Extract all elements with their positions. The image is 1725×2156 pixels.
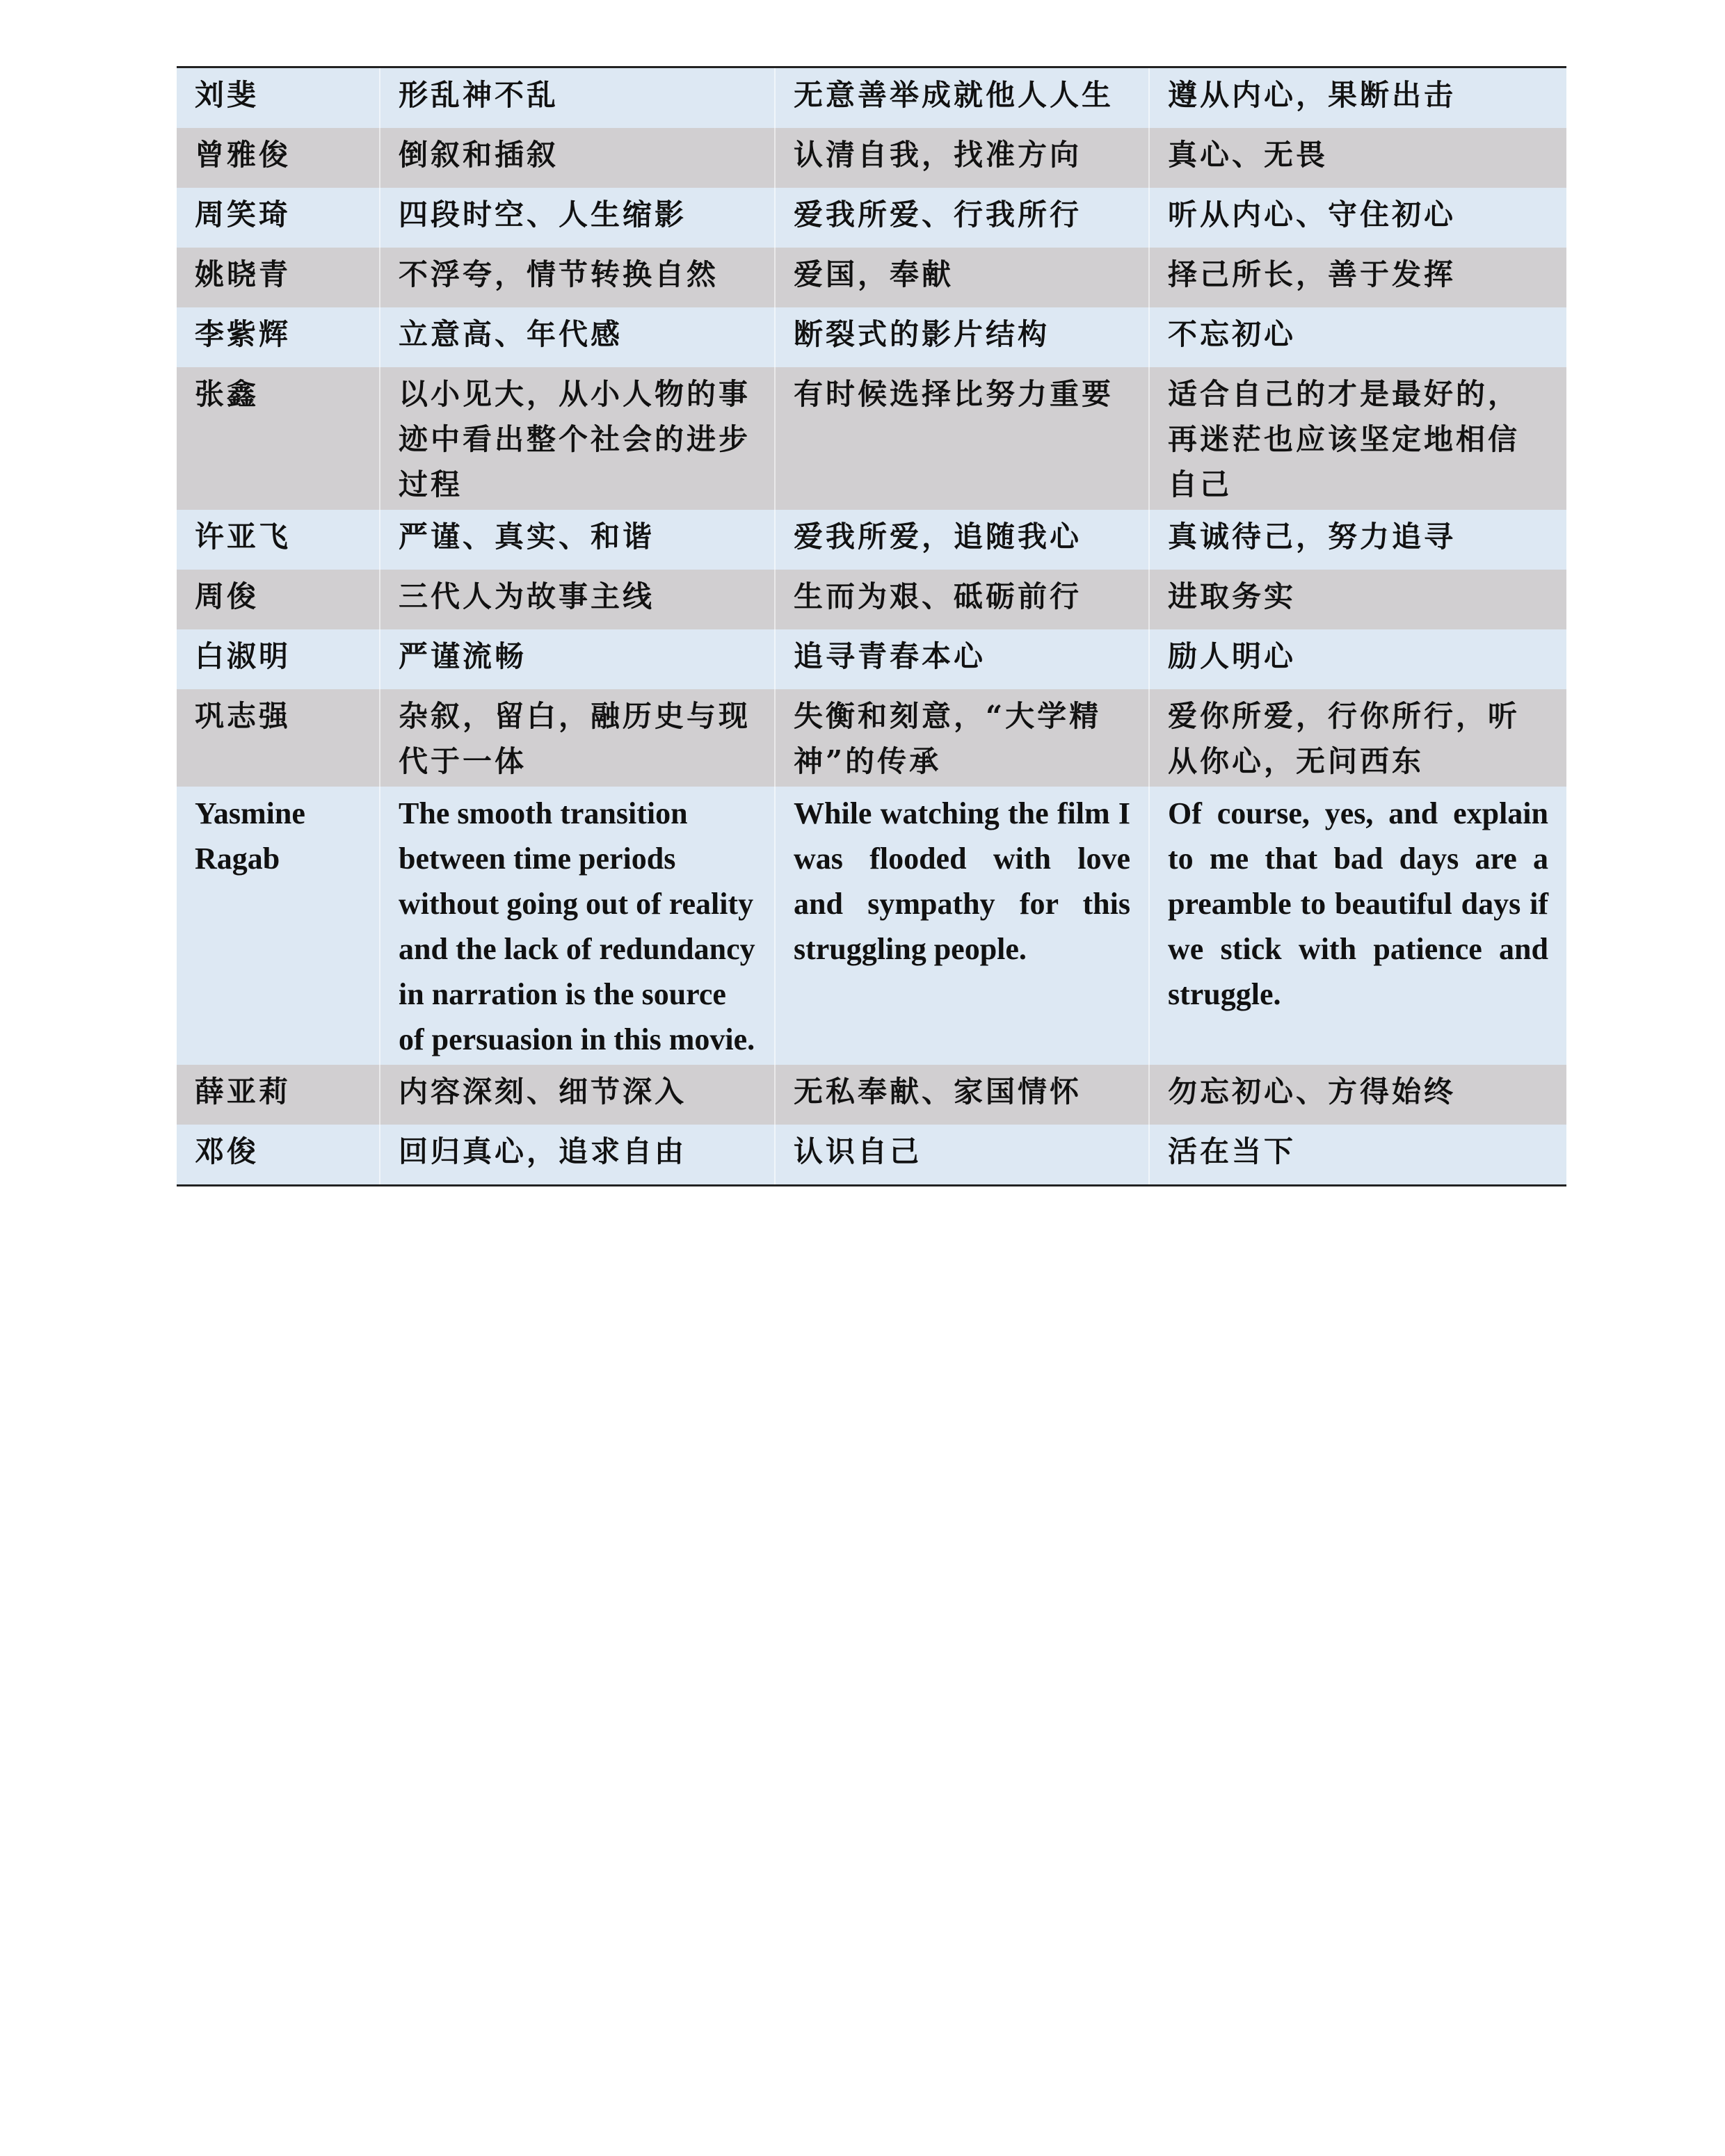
- table-row: [177, 1065, 1566, 1125]
- name-cell: Yasmine Ragab: [177, 787, 380, 1065]
- feeling-cell: 爱我所爱，追随我心: [775, 510, 1149, 570]
- name-cell: 张鑫: [177, 367, 380, 510]
- narrative-cell: 回归真心，追求自由: [380, 1125, 775, 1186]
- table-row: [177, 67, 1566, 129]
- name-cell: 曾雅俊: [177, 128, 380, 188]
- narrative-cell: 以小见大，从小人物的事迹中看出整个社会的进步过程: [380, 367, 775, 510]
- table-row: [177, 248, 1566, 307]
- name-cell: 薛亚莉: [177, 1065, 380, 1125]
- narrative-cell: 四段时空、人生缩影: [380, 188, 775, 248]
- inspiration-cell: 爱你所爱，行你所行，听从你心，无问西东: [1149, 689, 1566, 787]
- narrative-cell: The smooth transition between time periods without going out of reality and the lack of redundancy in narration is the source of persuasion in this movie.: [380, 787, 775, 1065]
- name-cell: 邓俊: [177, 1125, 380, 1186]
- narrative-cell: 形乱神不乱: [380, 67, 775, 129]
- inspiration-cell: 励人明心: [1149, 629, 1566, 689]
- feeling-cell: 有时候选择比努力重要: [775, 367, 1149, 510]
- name-cell: 周笑琦: [177, 188, 380, 248]
- narrative-cell: 内容深刻、细节深入: [380, 1065, 775, 1125]
- narrative-cell: 立意高、年代感: [380, 307, 775, 367]
- name-cell: 许亚飞: [177, 510, 380, 570]
- review-table: [177, 66, 1566, 1186]
- feeling-cell: 追寻青春本心: [775, 629, 1149, 689]
- inspiration-cell: 真诚待己，努力追寻: [1149, 510, 1566, 570]
- inspiration-cell: 真心、无畏: [1149, 128, 1566, 188]
- feeling-cell: 爱我所爱、行我所行: [775, 188, 1149, 248]
- inspiration-cell: 择己所长，善于发挥: [1149, 248, 1566, 307]
- narrative-cell: 不浮夸，情节转换自然: [380, 248, 775, 307]
- inspiration-cell: 不忘初心: [1149, 307, 1566, 367]
- table-row: [177, 128, 1566, 188]
- name-cell: 白淑明: [177, 629, 380, 689]
- narrative-cell: 严谨、真实、和谐: [380, 510, 775, 570]
- inspiration-cell: 进取务实: [1149, 570, 1566, 629]
- narrative-cell: 三代人为故事主线: [380, 570, 775, 629]
- inspiration-cell: 勿忘初心、方得始终: [1149, 1065, 1566, 1125]
- table-row: [177, 307, 1566, 367]
- name-cell: 周俊: [177, 570, 380, 629]
- inspiration-cell: 适合自己的才是最好的，再迷茫也应该坚定地相信自己: [1149, 367, 1566, 510]
- narrative-cell: 严谨流畅: [380, 629, 775, 689]
- table-row: [177, 367, 1566, 510]
- table-row: [177, 629, 1566, 689]
- narrative-cell: 倒叙和插叙: [380, 128, 775, 188]
- feeling-cell: 失衡和刻意，“大学精神”的传承: [775, 689, 1149, 787]
- feeling-cell: 断裂式的影片结构: [775, 307, 1149, 367]
- inspiration-cell: 活在当下: [1149, 1125, 1566, 1186]
- table-row: [177, 188, 1566, 248]
- table-row: [177, 510, 1566, 570]
- inspiration-cell: Of course, yes, and explain to me that bad days are a preamble to beautiful days if we stick with patience and struggle.: [1149, 787, 1566, 1065]
- feeling-cell: While watching the film I was flooded with love and sympathy for this struggling people.: [775, 787, 1149, 1065]
- name-cell: 巩志强: [177, 689, 380, 787]
- table-row: [177, 689, 1566, 787]
- table-row: [177, 570, 1566, 629]
- inspiration-cell: 遵从内心，果断出击: [1149, 67, 1566, 129]
- feeling-cell: 认清自我，找准方向: [775, 128, 1149, 188]
- feeling-cell: 爱国，奉献: [775, 248, 1149, 307]
- table-row: [177, 1125, 1566, 1186]
- name-cell: 姚晓青: [177, 248, 380, 307]
- feeling-cell: 认识自己: [775, 1125, 1149, 1186]
- name-cell: 刘斐: [177, 67, 380, 129]
- inspiration-cell: 听从内心、守住初心: [1149, 188, 1566, 248]
- feeling-cell: 生而为艰、砥砺前行: [775, 570, 1149, 629]
- narrative-cell: 杂叙，留白，融历史与现代于一体: [380, 689, 775, 787]
- feeling-cell: 无意善举成就他人人生: [775, 67, 1149, 129]
- table-row: [177, 787, 1566, 1065]
- feeling-cell: 无私奉献、家国情怀: [775, 1065, 1149, 1125]
- name-cell: 李紫辉: [177, 307, 380, 367]
